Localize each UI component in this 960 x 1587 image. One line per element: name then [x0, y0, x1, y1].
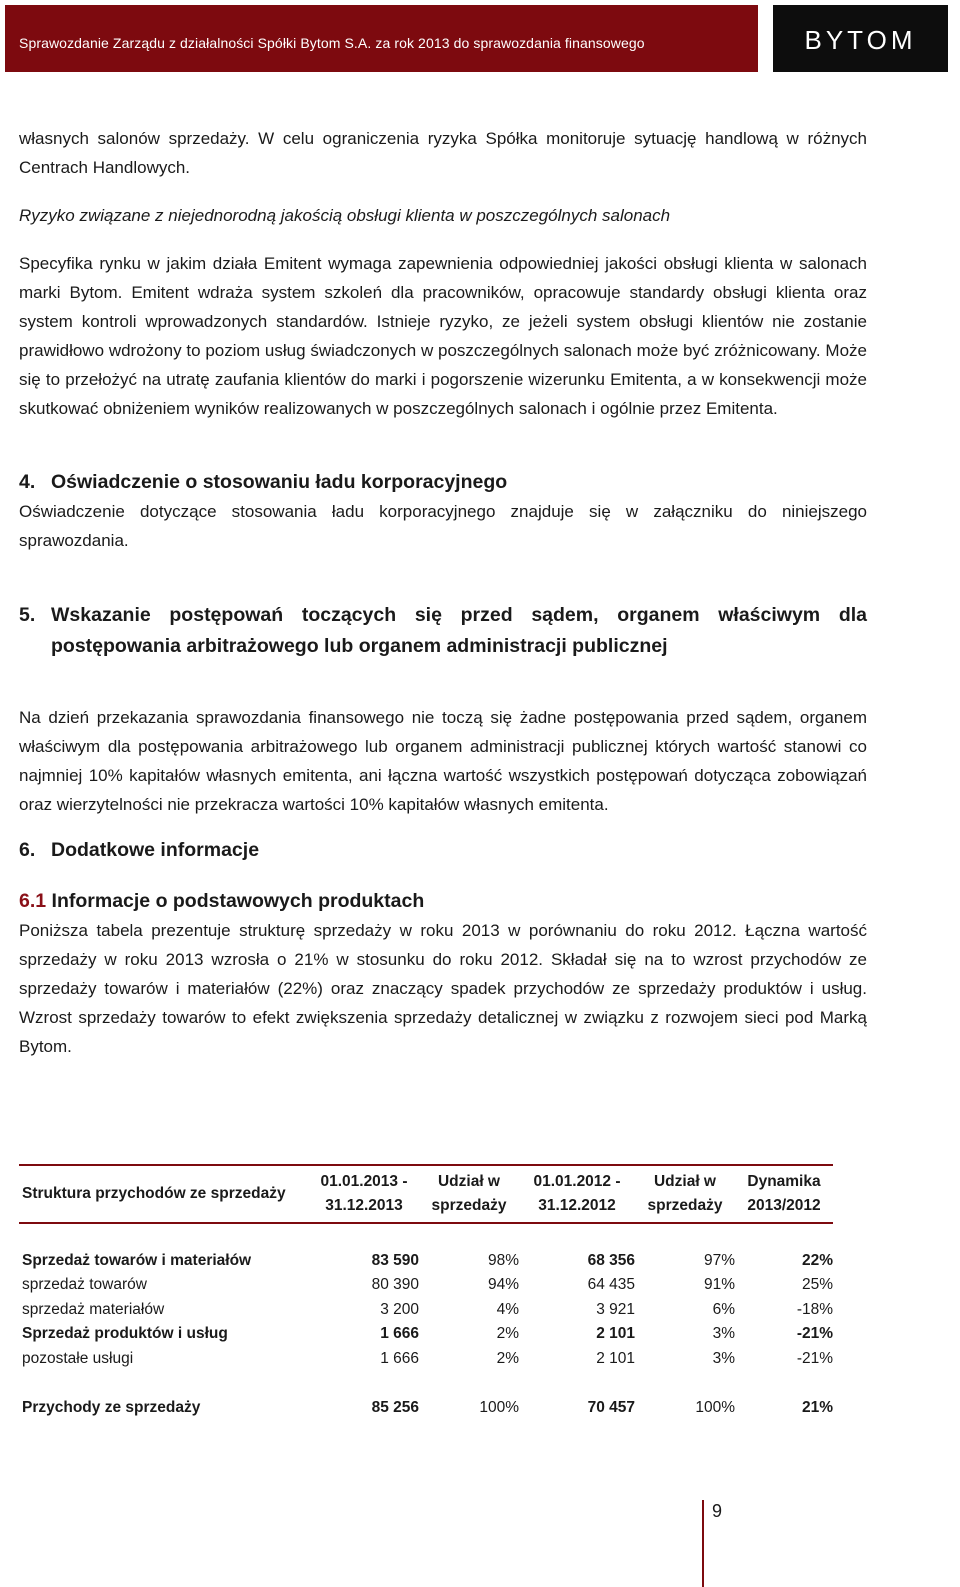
section-6-1-heading	[19, 887, 867, 916]
header-band	[5, 5, 758, 72]
page-number: 9	[712, 1501, 723, 1521]
section-6-1-number: 6.1	[19, 890, 47, 912]
section-5-paragraph: Na dzień przekazania sprawozdania finansowego nie toczą się żadne postępowania przed sądem, organem właściwym dla postępowania arbitrażowego lub organem administracji publicznej których wartość stanowi co najmniej 10% kapitałów własnych emitenta, ani łączna wartość wszystkich postępowań dotycząca zobowiązań oraz wierzytelności nie przekracza wartości 10% kapitałów własnych emitenta.	[19, 708, 867, 814]
header-structure: Struktura przychodów ze sprzedaży	[22, 1185, 286, 1202]
header-share-2013: Udział w sprzedaży	[431, 1173, 507, 1214]
table-row: sprzedaż towarów 80 390 94% 64 435 91% 25%	[22, 1276, 833, 1294]
header-title: Sprawozdanie Zarządu z działalności Spółki Bytom S.A. za rok 2013 do sprawozdania finansowego	[19, 35, 645, 51]
section-5-number: 5.	[19, 604, 36, 626]
header-period-2013: 01.01.2013 - 31.12.2013	[320, 1173, 408, 1214]
header-dynamics: Dynamika 2013/2012	[747, 1173, 821, 1214]
section-6-title: Dodatkowe informacje	[51, 839, 260, 861]
section-6-1-title: Informacje o podstawowych produktach	[51, 890, 425, 912]
table-row: pozostałe usługi 1 666 2% 2 101 3% -21%	[22, 1349, 833, 1367]
risk-paragraph: Specyfika rynku w jakim działa Emitent wymaga zapewnienia odpowiedniej jakości obsługi klienta w salonach marki Bytom. Emitent wdraża system szkoleń dla pracowników, opracowuje standardy obsługi klienta oraz system kontroli wprowadzonych standardów. Istnieje ryzyko, ze jeżeli system obsługi klientów nie zostanie prawidłowo wdrożony to poziom usług świadczonych w poszczególnych salonach może być zróżnicowany. Może się to przełożyć na utratę zaufania klientów do marki i pogorszenie wizerunku Emitenta, a w konsekwencji może skutkować obniżeniem wyników realizowanych w poszczególnych salonach i ogólnie przez Emitenta.	[19, 254, 867, 418]
table-row: Przychody ze sprzedaży 85 256 100% 70 457 100% 21%	[22, 1398, 833, 1416]
table-header-row	[19, 1165, 833, 1223]
section-6-1-paragraph: Poniższa tabela prezentuje strukturę sprzedaży w roku 2013 w porównaniu do roku 2012. Łączna wartość sprzedaży w roku 2013 wzrosła o 21% w stosunku do roku 2012. Składał się na to wzrost przychodów ze sprzedaży towarów i materiałów (22%) oraz znaczący spadek przychodów ze sprzedaży produktów i usług. Wzrost sprzedaży towarów to efekt zwiększenia sprzedaży detalicznej w związku z rozwojem sieci pod Marką Bytom.	[19, 921, 867, 1056]
section-5-title: Wskazanie postępowań toczących się przed sądem, organem właściwym dla postępowania arbitrażowego lub organem administracji publicznej	[51, 604, 867, 657]
sales-structure-table	[19, 1164, 833, 1420]
section-4-title: Oświadczenie o stosowaniu ładu korporacyjnego	[51, 471, 508, 493]
page-number-rule	[702, 1500, 704, 1587]
table-row: Sprzedaż towarów i materiałów 83 590 98% 68 356 97% 22%	[22, 1251, 833, 1269]
section-5-heading	[19, 600, 867, 662]
logo-text: BYTOM	[804, 25, 917, 55]
table-row: Sprzedaż produktów i usług 1 666 2% 2 101 3% -21%	[22, 1325, 833, 1343]
section-6-number: 6.	[19, 839, 36, 861]
paragraph-intro: własnych salonów sprzedaży. W celu ograniczenia ryzyka Spółka monitoruje sytuację handlową w różnych Centrach Handlowych.	[19, 129, 867, 177]
risk-heading: Ryzyko związane z niejednorodną jakością obsługi klienta w poszczególnych salonach	[19, 206, 671, 225]
company-logo	[773, 5, 948, 72]
section-4-number: 4.	[19, 471, 36, 493]
section-4-heading	[19, 468, 867, 497]
section-6-heading	[19, 836, 867, 865]
header-period-2012: 01.01.2012 - 31.12.2012	[533, 1173, 621, 1214]
document-body	[19, 124, 867, 1061]
table-row: sprzedaż materiałów 3 200 4% 3 921 6% -18%	[22, 1300, 833, 1318]
section-4-paragraph: Oświadczenie dotyczące stosowania ładu korporacyjnego znajduje się w załączniku do niniejszego sprawozdania.	[19, 502, 867, 550]
header-share-2012: Udział w sprzedaży	[647, 1173, 723, 1214]
